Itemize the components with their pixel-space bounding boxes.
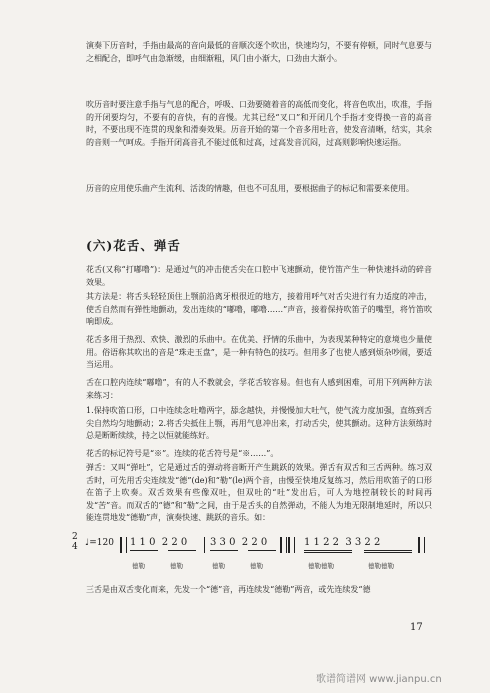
syllable-label: 德勒德勒 (368, 562, 394, 570)
barline (204, 537, 205, 553)
repeat-end-barline (418, 537, 425, 553)
paragraph-6: 花舌多用于热烈、欢快、激烈的乐曲中。在优美、抒情的乐曲中，为表现某种特定的意境也少量使用。俗语称其吹出的音是“珠走玉盘”，是一种有特色的技巧。但用多了也使人感到烦杂吵闹，要适当运用。 (86, 335, 432, 370)
paragraph-8: 1.保持吹笛口形，口中连续念吐噜两字，舔念越快，并慢慢加大吐气，使气流力度加强，直练到舌尖自然均匀地颤动；2.将舌尖抵住上颚，再用气息冲出来，打动舌尖，使其颤动。这种方法须练时总是断断续续，持之以恒就能练好。 (86, 406, 432, 441)
paragraph-5: 其方法是：将舌头轻轻顶住上颚前沿离牙根很近的地方，接着用呼气对舌尖进行有力适度的冲击，使舌自然而有弹性地颤动，发出连续的“嘟噜，嘟噜……”声音，接着保持吹笛子的嘴型，将竹笛吹响即成。 (86, 292, 432, 327)
paragraph-7: 舌在口腔内连续“嘟噜”，有的人不教就会，学花舌较容易。但也有人感到困难，可用下列两种方法来练习： (86, 378, 432, 400)
repeat-start-barline (120, 537, 127, 553)
time-signature-top: 2 (72, 532, 78, 542)
paragraph-1: 演奏下历音时，手指由最高的音向最低的音顺次逐个吹出，快速均匀，不要有停顿，同时气息要与之相配合，即呼气由急渐缓，由细渐粗，风门由小渐大，口劲由大渐小。 (86, 41, 432, 63)
paragraph-2: 吹历音时要注意手指与气息的配合，呼吸、口劲要随着音的高低而变化，将音色吹出，吹准，手指的开闭要均匀，不要有的音快，有的音慢。尤其已经“叉口”和开闭几个手指才变得换一音的高音时，不要出现不连贯的现象和滑奏效果。历音开始的第一个音多用吐音，使发音清晰，结实，其余的音则一气呵成。手指开闭高音孔不能过低和过高，过高发音沉闷，过高则影响快速运指。 (86, 100, 432, 147)
syllable-label: 德勒 (170, 562, 183, 570)
syllable-label: 德勒 (250, 562, 263, 570)
paragraph-10: 弹舌：又叫“弹吐”，它是通过舌的弹动将音断开产生跳跃的效果。弹舌有双舌和三舌两种。练习双舌时，可先用舌尖连续发“德”(de)和“勒”(le)两个音，由慢至快地反复练习，然后用吹笛子的口形在笛子上吹奏。双舌效果有些像双吐，但双吐的“吐”发出后，可人为地控制较长的时间再发“苦”音。而双舌的“德”和“勒”之间，由于是舌头的自然弹动，不能人为地无限制地延时，所以只能连贯地发“德勒”声，演奏快速、跳跃的音乐。如： (86, 463, 432, 523)
beam (304, 552, 352, 553)
syllable-label: 德勒 (132, 562, 145, 570)
syllable-label: 德勒德勒 (308, 562, 334, 570)
repeat-start-barline (288, 537, 295, 553)
paragraph-9: 花舌的标记符号是“※”。连续的花舌符号是“※……”。 (86, 449, 279, 458)
beam (168, 550, 196, 551)
tempo-mark: ♩=120 (85, 538, 114, 548)
measure-2: 3 3 0 2 2 0 (210, 537, 268, 548)
measure-3: 1 1 2 2 3 3 2 2 (304, 537, 381, 548)
beam (210, 550, 238, 551)
beam (248, 550, 276, 551)
beam (130, 550, 158, 551)
paragraph-11: 三舌是由双舌变化而来，先发一个“德”音，再连续发“德勒”两音，或先连续发“德 (86, 585, 371, 594)
beam (364, 552, 412, 553)
time-signature-bottom: 4 (72, 542, 78, 552)
watermark: 歌谱简谱网 www.jianpu.cn (316, 674, 442, 685)
paragraph-4: 花舌(又称“打嘟噜”)：是通过气的冲击使舌尖在口腔中飞速颤动，使竹笛产生一种快速抖动的碎音效果。 (86, 265, 432, 287)
repeat-end-barline (280, 537, 287, 553)
paragraph-3: 历音的应用使乐曲产生流利、活泼的情趣，但也不可乱用，要根据曲子的标记和需要来使用。 (86, 184, 414, 193)
syllable-label: 德勒 (212, 562, 225, 570)
measure-1: 1 1 0 2 2 0 (130, 537, 188, 548)
beam (304, 550, 352, 551)
section-heading: (六)花舌、弹舌 (86, 238, 181, 253)
beam (364, 550, 412, 551)
music-score (72, 533, 432, 573)
page-number: 17 (410, 622, 423, 633)
